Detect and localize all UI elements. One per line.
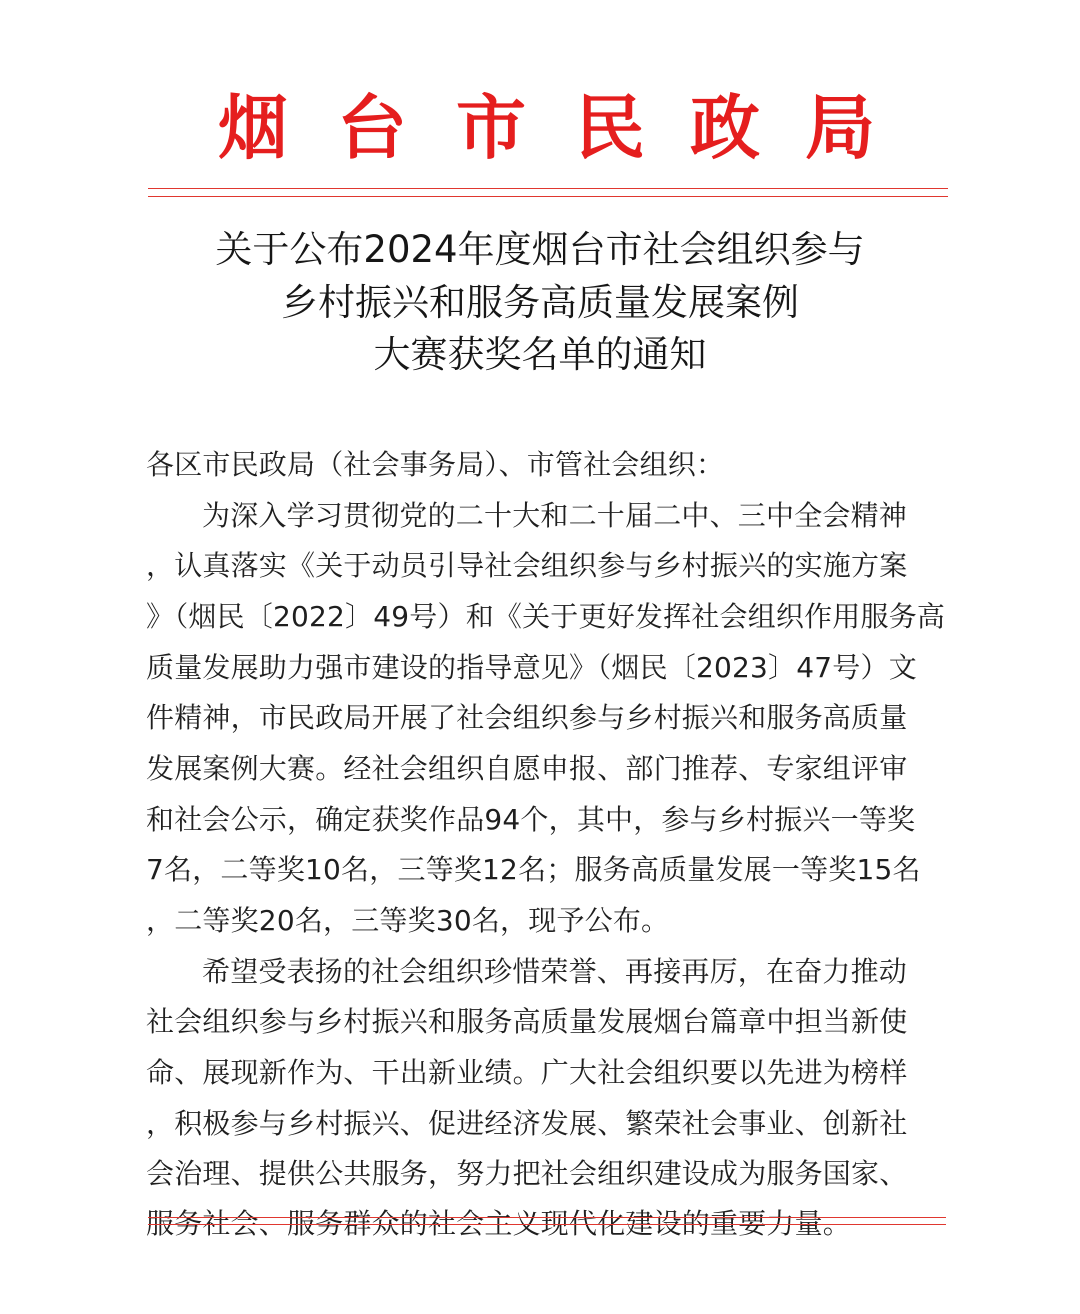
- body-line: 社会组织参与乡村振兴和服务高质量发展烟台篇章中担当新使: [146, 1005, 908, 1038]
- body-line: 和社会公示，确定获奖作品94个，其中，参与乡村振兴一等奖: [146, 803, 916, 836]
- body-line: ，认真落实《关于动员引导社会组织参与乡村振兴的实施方案: [146, 549, 908, 582]
- body-line: 7名，二等奖10名，三等奖12名；服务高质量发展一等奖15名: [146, 853, 921, 886]
- masthead-char-5: 政: [690, 87, 760, 169]
- body-line: 质量发展助力强市建设的指导意见》（烟民〔2023〕47号）文: [146, 651, 917, 684]
- body-line: 为深入学习贯彻党的二十大和二十届二中、三中全会精神: [202, 499, 908, 532]
- masthead-char-6: 局: [805, 87, 875, 169]
- masthead-char-2: 台: [337, 87, 407, 169]
- footer-rule-top: [148, 1217, 946, 1218]
- header-rule-top: [148, 188, 948, 189]
- body-line: ，积极参与乡村振兴、促进经济发展、繁荣社会事业、创新社: [146, 1107, 908, 1140]
- footer-rule-bottom: [148, 1224, 946, 1225]
- body-line: 件精神，市民政局开展了社会组织参与乡村振兴和服务高质量: [146, 701, 908, 734]
- title-line-2: 乡村振兴和服务高质量发展案例: [281, 281, 799, 324]
- body-line: 服务社会、服务群众的社会主义现代化建设的重要力量。: [146, 1207, 852, 1240]
- masthead-char-4: 民: [575, 87, 645, 169]
- body-line: 命、展现新作为、干出新业绩。广大社会组织要以先进为榜样: [146, 1056, 908, 1089]
- title-line-3: 大赛获奖名单的通知: [373, 333, 707, 376]
- masthead-char-3: 市: [456, 87, 526, 169]
- body-line: 发展案例大赛。经社会组织自愿申报、部门推荐、专家组评审: [146, 752, 908, 785]
- header-rule-bottom: [148, 196, 948, 197]
- body-line: ，二等奖20名，三等奖30名，现予公布。: [146, 904, 670, 937]
- title-line-1: 关于公布2024年度烟台市社会组织参与: [215, 228, 865, 271]
- masthead: [0, 78, 1080, 178]
- body-line: 会治理、提供公共服务，努力把社会组织建设成为服务国家、: [146, 1157, 908, 1190]
- salutation: 各区市民政局（社会事务局）、市管社会组织：: [146, 448, 725, 481]
- body-line: 希望受表扬的社会组织珍惜荣誉、再接再厉，在奋力推动: [202, 955, 908, 988]
- body-line: 》（烟民〔2022〕49号）和《关于更好发挥社会组织作用服务高: [146, 600, 946, 633]
- masthead-char-1: 烟: [218, 87, 288, 169]
